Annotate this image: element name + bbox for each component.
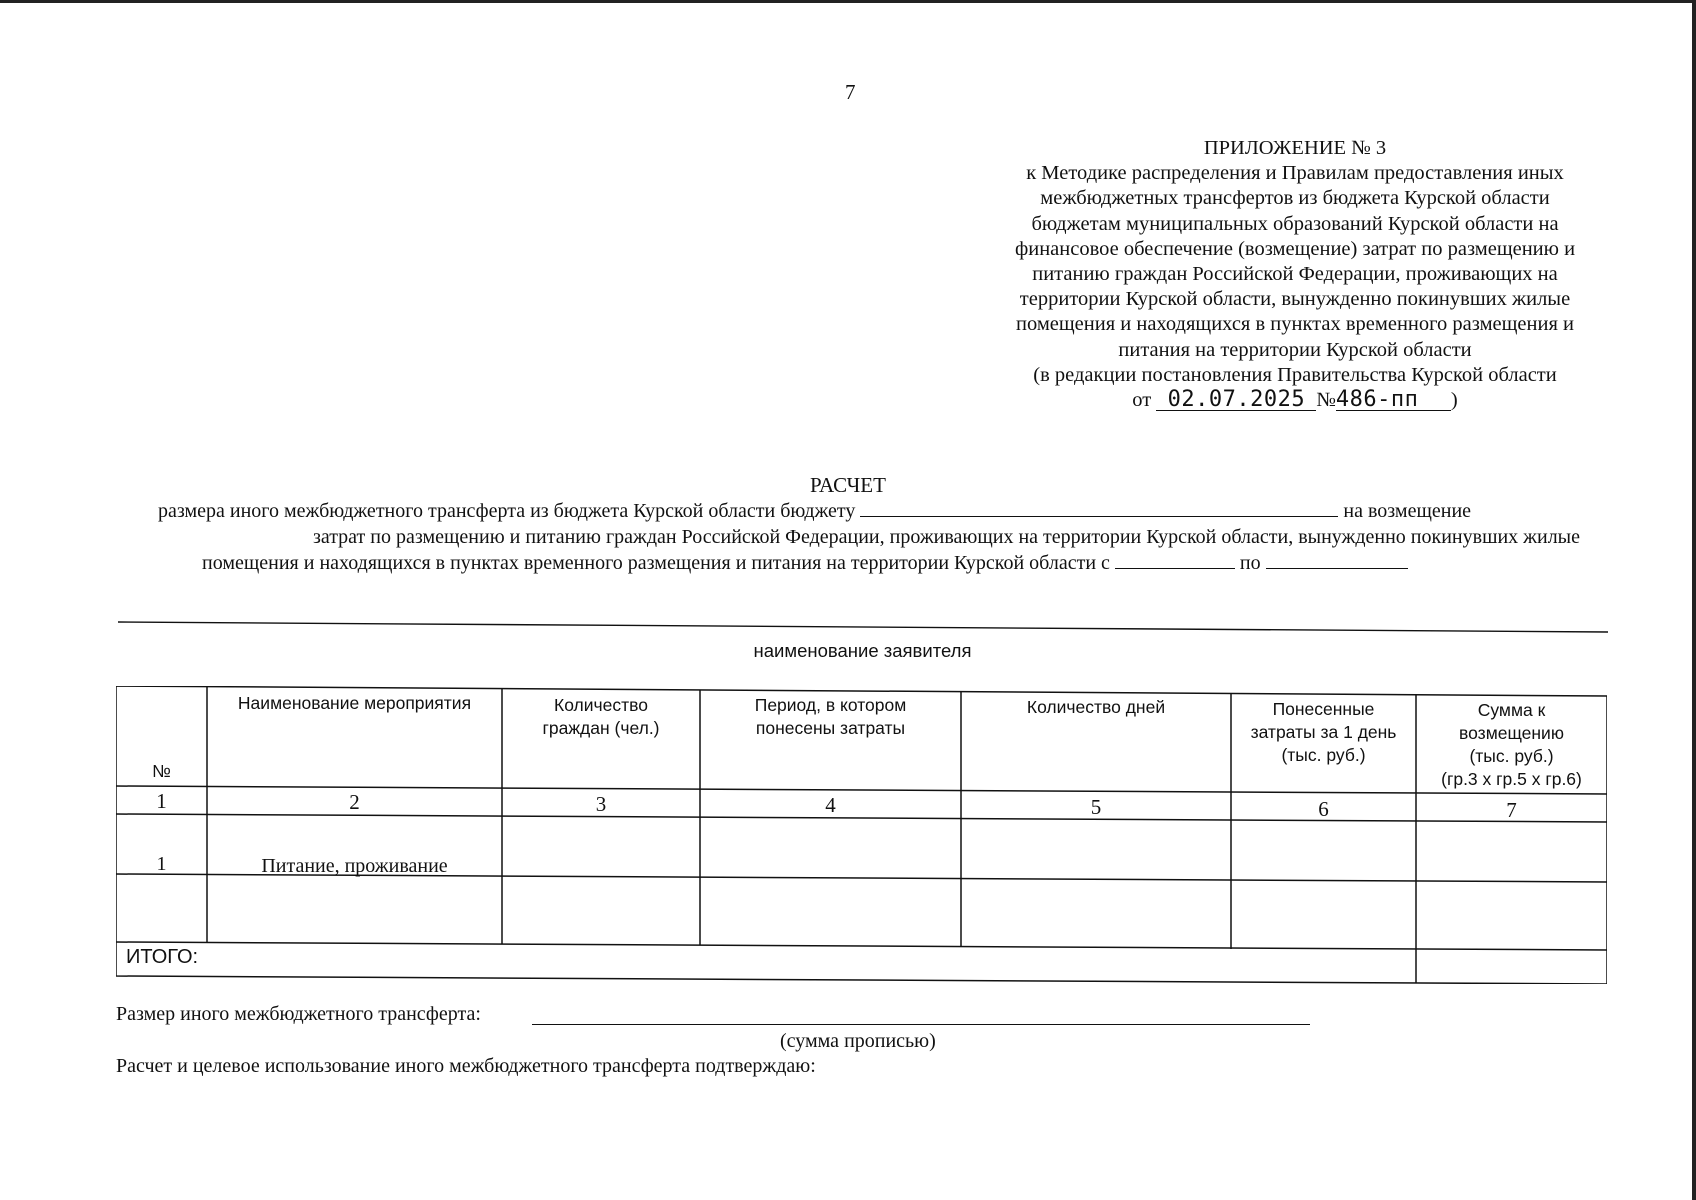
date-prefix: от xyxy=(1132,389,1152,412)
header-col-6 xyxy=(1231,698,1416,767)
column-number: 5 xyxy=(1090,795,1102,819)
scan-right-edge xyxy=(1692,0,1696,1200)
calculation-line-1-text: размера иного межбюджетного трансферта из бюджета Курской области бюджету xyxy=(158,500,856,522)
header-col-6-line: Понесенные xyxy=(1272,699,1375,719)
header-col-1: № xyxy=(152,761,171,781)
column-number: 7 xyxy=(1506,798,1517,822)
appendix-line: к Методике распределения и Правилам предоставления иных xyxy=(1026,162,1564,185)
total-label: ИТОГО: xyxy=(126,946,199,968)
period-from-blank xyxy=(1115,550,1235,569)
header-col-3-line: Количество xyxy=(554,695,648,715)
header-col-4 xyxy=(700,694,961,740)
calculation-line-3-mid: по xyxy=(1239,552,1261,574)
column-number: 3 xyxy=(595,792,607,816)
header-col-3 xyxy=(502,694,700,740)
appendix-date-line xyxy=(975,388,1615,413)
period-to-blank xyxy=(1266,550,1408,569)
budget-blank xyxy=(860,498,1338,517)
header-col-4-line: Период, в котором xyxy=(754,695,907,715)
header-col-7-line: Сумма к xyxy=(1477,700,1546,720)
appendix-line: питанию граждан Российской Федерации, проживающих на xyxy=(1032,263,1558,286)
date-field: 02.07.2025 xyxy=(1156,390,1316,411)
number-field: 486-пп xyxy=(1336,390,1451,411)
appendix-line: территории Курской области, вынужденно покинувших жилые xyxy=(1019,288,1571,311)
appendix-line: бюджетам муниципальных образований Курской области на xyxy=(1031,212,1559,235)
header-col-6-line: затраты за 1 день xyxy=(1250,722,1397,742)
confirmation-label: Расчет и целевое использование иного межбюджетного трансферта подтверждаю: xyxy=(116,1055,816,1077)
page-number: 7 xyxy=(845,80,856,104)
column-number: 6 xyxy=(1318,797,1329,821)
applicant-name-line xyxy=(118,620,1608,634)
appendix-heading: ПРИЛОЖЕНИЕ № 3 xyxy=(1203,137,1387,159)
header-col-7 xyxy=(1416,699,1607,791)
scan-top-edge xyxy=(0,0,1696,3)
applicant-caption: наименование заявителя xyxy=(753,640,972,661)
appendix-line: финансовое обеспечение (возмещение) затрат по размещению и xyxy=(1014,237,1576,260)
appendix-block xyxy=(975,136,1615,413)
header-col-4-line: понесены затраты xyxy=(755,718,906,738)
appendix-line: (в редакции постановления Правительства Курской области xyxy=(1033,363,1557,386)
calculation-line-3-text: помещения и находящихся в пунктах временного размещения и питания на территории Курской области с xyxy=(202,552,1110,574)
appendix-line: межбюджетных трансфертов из бюджета Курской области xyxy=(1040,187,1550,210)
header-col-7-line: (гр.3 х гр.5 х гр.6) xyxy=(1441,769,1582,789)
transfer-amount-label: Размер иного межбюджетного трансферта: xyxy=(116,1003,481,1025)
header-col-7-line: возмещению xyxy=(1459,723,1564,743)
column-number: 2 xyxy=(349,790,360,814)
appendix-line: помещения и находящихся в пунктах временного размещения и xyxy=(1015,313,1574,336)
header-col-6-line: (тыс. руб.) xyxy=(1281,745,1366,765)
calculation-line-2: затрат по размещению и питанию граждан Российской Федерации, проживающих на территории Курской области, вынужденно покинувших жилые xyxy=(312,526,1580,548)
column-number: 1 xyxy=(156,789,167,813)
transfer-amount-line xyxy=(532,1024,1310,1025)
number-prefix: № xyxy=(1316,389,1336,412)
appendix-line: питания на территории Курской области xyxy=(1118,338,1472,361)
column-number: 4 xyxy=(825,793,836,817)
header-col-7-line: (тыс. руб.) xyxy=(1469,746,1554,766)
calculation-description xyxy=(150,498,1580,576)
header-col-3-line: граждан (чел.) xyxy=(542,718,660,738)
row-1-no: 1 xyxy=(156,853,167,875)
calculation-line-3 xyxy=(150,550,1580,576)
transfer-amount-caption: (сумма прописью) xyxy=(780,1030,936,1052)
calculation-table xyxy=(116,686,1607,984)
closing-paren: ) xyxy=(1450,389,1458,412)
calculation-title: РАСЧЕТ xyxy=(810,473,886,497)
row-1-name: Питание, проживание xyxy=(261,855,448,877)
calculation-line-1-end: на возмещение xyxy=(1343,500,1472,522)
header-col-2: Наименование мероприятия xyxy=(237,693,472,713)
calculation-line-1 xyxy=(150,498,1580,524)
header-col-5: Количество дней xyxy=(1026,697,1166,717)
